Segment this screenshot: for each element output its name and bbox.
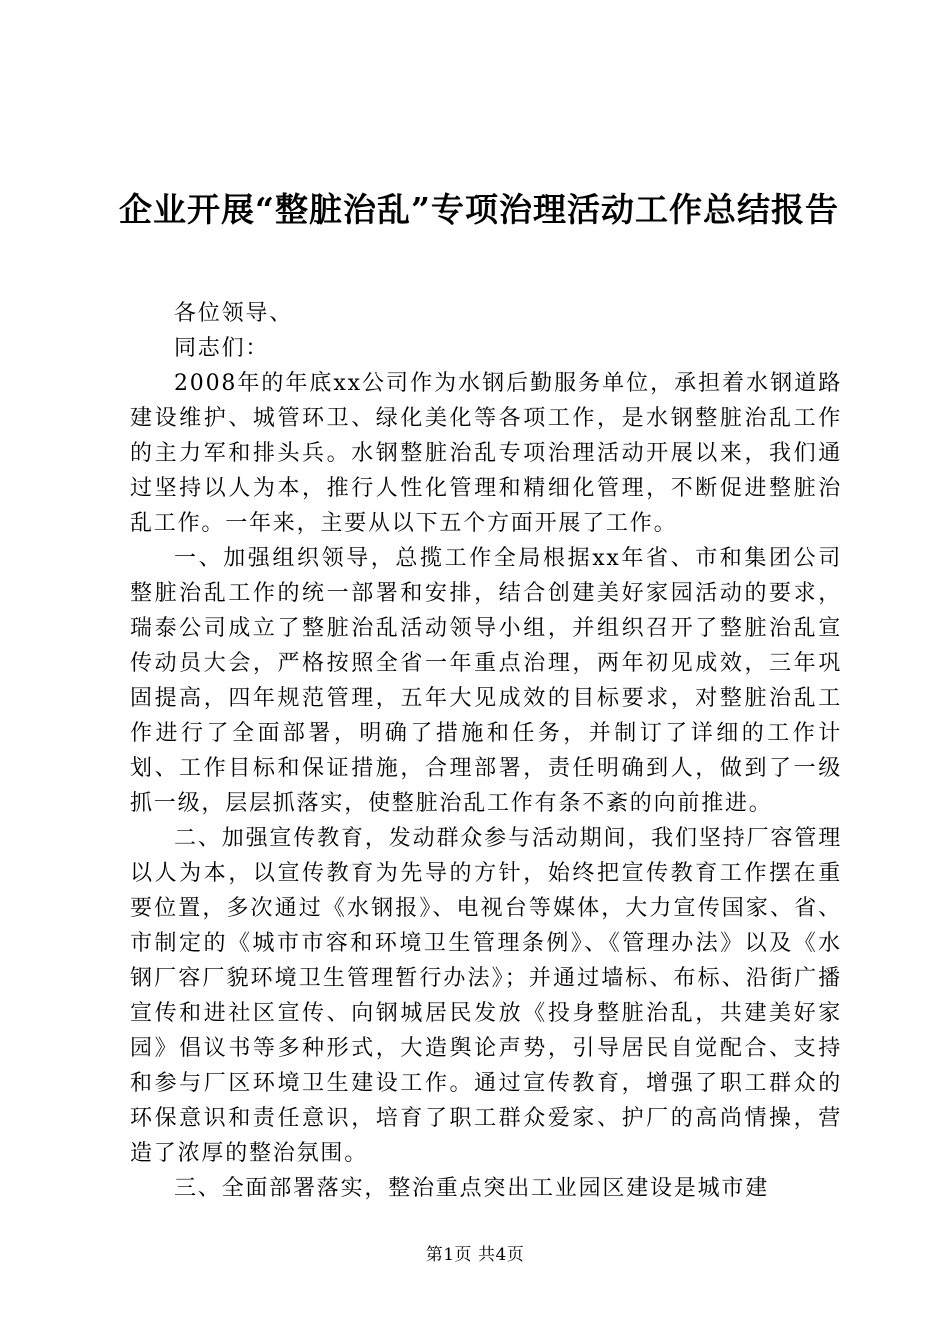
document-body — [130, 296, 842, 1206]
paragraph-section-1: 一、加强组织领导，总揽工作全局根据xx年省、市和集团公司整脏治乱工作的统一部署和安排，结合创建美好家园活动的要求，瑞泰公司成立了整脏治乱活动领导小组，并组织召开了整脏治乱宣传动员大会，严格按照全省一年重点治理，两年初见成效，三年巩固提高，四年规范管理，五年大见成效的目标要求，对整脏治乱工作进行了全面部署，明确了措施和任务，并制订了详细的工作计划、工作目标和保证措施，合理部署，责任明确到人，做到了一级抓一级，层层抓落实，使整脏治乱工作有条不紊的向前推进。 — [130, 546, 842, 816]
paragraph-section-3: 三、全面部署落实，整治重点突出工业园区建设是城市建 — [174, 1176, 770, 1201]
salutation-line-2: 同志们： — [174, 336, 270, 361]
document-title: 企业开展“整脏治乱”专项治理活动工作总结报告 — [119, 190, 839, 229]
paragraph-intro: 2008年的年底xx公司作为水钢后勤服务单位，承担着水钢道路建设维护、城管环卫、绿化美化等各项工作，是水钢整脏治乱工作的主力军和排头兵。水钢整脏治乱专项治理活动开展以来，我们通过坚持以人为本，推行人性化管理和精细化管理，不断促进整脏治乱工作。一年来，主要从以下五个方面开展了工作。 — [130, 371, 842, 536]
paragraph-section-2: 二、加强宣传教育，发动群众参与活动期间，我们坚持厂容管理以人为本，以宣传教育为先导的方针，始终把宣传教育工作摆在重要位置，多次通过《水钢报》、电视台等媒体，大力宣传国家、省、市制定的《城市市容和环境卫生管理条例》、《管理办法》以及《水钢厂容厂貌环境卫生管理暂行办法》；并通过墙标、布标、沿街广播宣传和进社区宣传、向钢城居民发放《投身整脏治乱，共建美好家园》倡议书等多种形式，大造舆论声势，引导居民自觉配合、支持和参与厂区环境卫生建设工作。通过宣传教育，增强了职工群众的环保意识和责任意识，培育了职工群众爱家、护厂的高尚情操，营造了浓厚的整治氛围。 — [130, 826, 842, 1166]
salutation-line-1: 各位领导、 — [174, 301, 294, 326]
page-number-footer: 第1页 共4页 — [425, 1245, 525, 1265]
